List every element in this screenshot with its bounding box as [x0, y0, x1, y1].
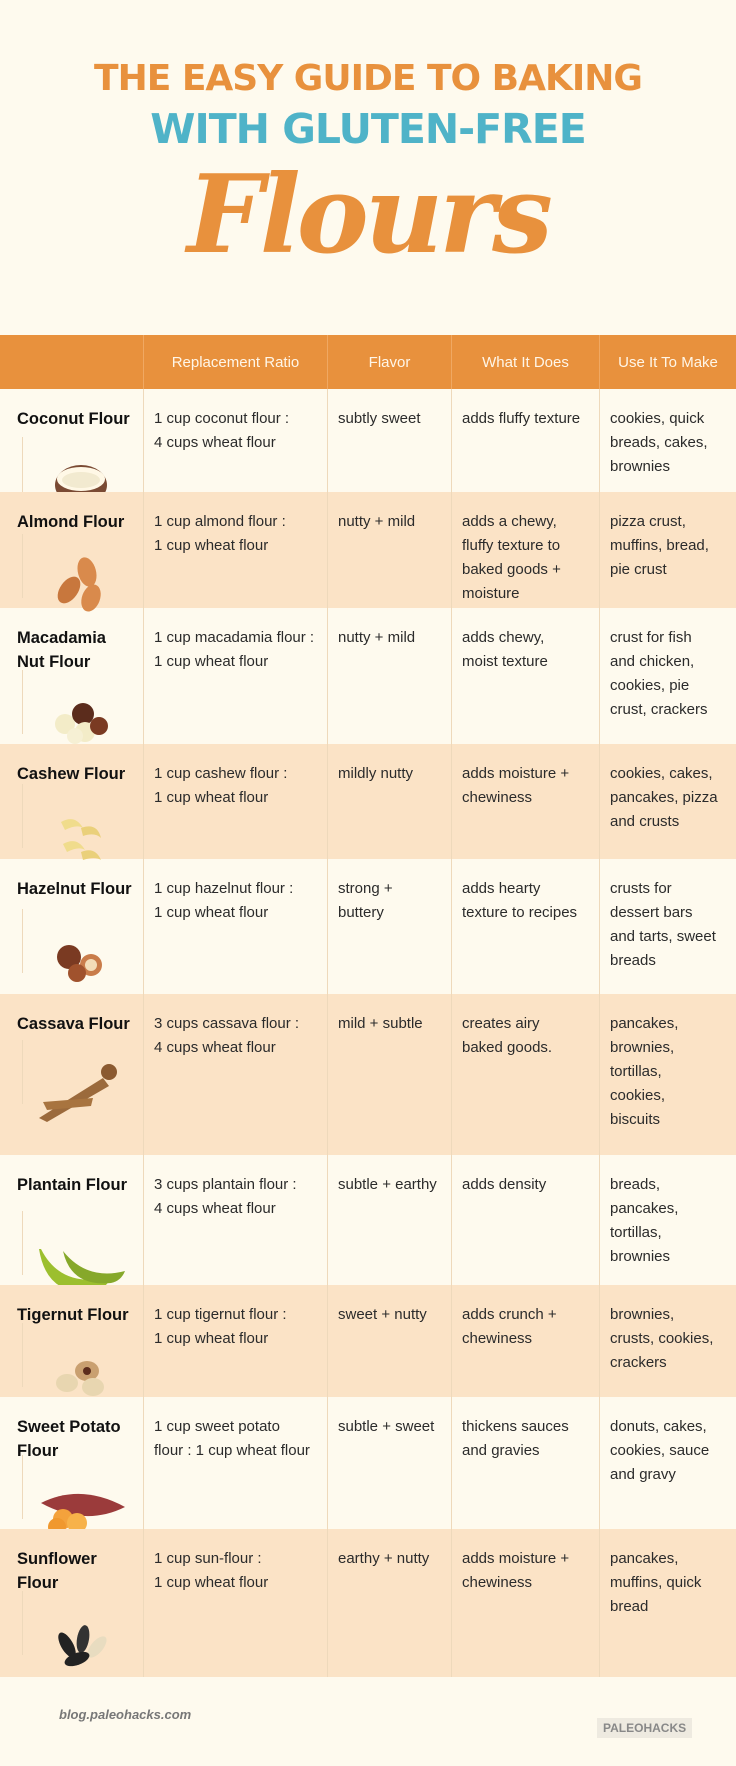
what-it-does: adds moisture + chewiness	[451, 744, 599, 859]
header-ratio: Replacement Ratio	[143, 335, 327, 389]
flour-name: Plantain Flour	[17, 1176, 128, 1194]
sunflower-seed-icon	[22, 1591, 118, 1655]
title-line-1: THE EASY GUIDE TO BAKING	[94, 58, 642, 99]
table-row	[0, 1285, 736, 1397]
flavor: subtle + sweet	[327, 1397, 451, 1529]
what-it-does: adds hearty texture to recipes	[451, 859, 599, 994]
flour-name: Cashew Flour	[17, 765, 126, 783]
replacement-ratio: 3 cups plantain flour : 4 cups wheat flour	[143, 1155, 327, 1285]
flavor: nutty + mild	[327, 608, 451, 744]
what-it-does: adds chewy, moist texture	[451, 608, 599, 744]
replacement-ratio: 1 cup sun-flour : 1 cup wheat flour	[143, 1529, 327, 1677]
use-it-to-make: crust for fish and chicken, cookies, pie crust, crackers	[599, 608, 736, 744]
tigernut-icon	[22, 1323, 118, 1387]
replacement-ratio: 1 cup coconut flour : 4 cups wheat flour	[143, 389, 327, 492]
hazelnut-icon	[22, 909, 118, 973]
table-header	[0, 335, 736, 389]
table-row	[0, 1529, 736, 1677]
flour-name: Cassava Flour	[17, 1015, 130, 1033]
flour-name: Tigernut Flour	[17, 1306, 129, 1324]
use-it-to-make: pizza crust, muffins, bread, pie crust	[599, 492, 736, 608]
flour-name: Sweet Potato Flour	[17, 1418, 121, 1460]
footer-url: blog.paleohacks.com	[59, 1707, 192, 1722]
flavor: mildly nutty	[327, 744, 451, 859]
use-it-to-make: donuts, cakes, cookies, sauce and gravy	[599, 1397, 736, 1529]
what-it-does: adds fluffy texture	[451, 389, 599, 492]
paleohacks-logo: PALEOHACKS	[597, 1718, 692, 1738]
flavor: earthy + nutty	[327, 1529, 451, 1677]
cashew-icon	[22, 784, 118, 848]
use-it-to-make: pancakes, muffins, quick bread	[599, 1529, 736, 1677]
almond-icon	[22, 534, 118, 598]
what-it-does: adds moisture + chewiness	[451, 1529, 599, 1677]
table-row	[0, 389, 736, 492]
replacement-ratio: 1 cup cashew flour : 1 cup wheat flour	[143, 744, 327, 859]
macadamia-icon	[22, 670, 118, 734]
what-it-does: adds a chewy, fluffy texture to baked goods + moisture	[451, 492, 599, 608]
flour-table	[0, 389, 736, 1677]
flour-name: Almond Flour	[17, 513, 125, 531]
flour-name: Coconut Flour	[17, 410, 130, 428]
flour-name: Macadamia Nut Flour	[17, 629, 106, 671]
table-row	[0, 859, 736, 994]
flavor: mild + subtle	[327, 994, 451, 1155]
what-it-does: adds density	[451, 1155, 599, 1285]
table-row	[0, 1155, 736, 1285]
flavor: strong + buttery	[327, 859, 451, 994]
title-script: Flours	[187, 152, 549, 278]
use-it-to-make: cookies, quick breads, cakes, brownies	[599, 389, 736, 492]
flavor: subtly sweet	[327, 389, 451, 492]
header-use-it-to-make: Use It To Make	[599, 335, 736, 389]
replacement-ratio: 1 cup macadamia flour : 1 cup wheat flour	[143, 608, 327, 744]
header-flavor: Flavor	[327, 335, 451, 389]
replacement-ratio: 1 cup hazelnut flour : 1 cup wheat flour	[143, 859, 327, 994]
use-it-to-make: cookies, cakes, pancakes, pizza and crusts	[599, 744, 736, 859]
cassava-icon	[22, 1040, 118, 1104]
flavor: sweet + nutty	[327, 1285, 451, 1397]
sweet-potato-icon	[22, 1455, 118, 1519]
what-it-does: thickens sauces and gravies	[451, 1397, 599, 1529]
table-row	[0, 994, 736, 1155]
replacement-ratio: 3 cups cassava flour : 4 cups wheat flour	[143, 994, 327, 1155]
use-it-to-make: brownies, crusts, cookies, crackers	[599, 1285, 736, 1397]
table-row	[0, 492, 736, 608]
flour-name: Sunflower Flour	[17, 1550, 97, 1592]
use-it-to-make: pancakes, brownies, tortillas, cookies, biscuits	[599, 994, 736, 1155]
what-it-does: adds crunch + chewiness	[451, 1285, 599, 1397]
header-blank	[0, 335, 143, 389]
use-it-to-make: breads, pancakes, tortillas, brownies	[599, 1155, 736, 1285]
table-row	[0, 608, 736, 744]
header-what-it-does: What It Does	[451, 335, 599, 389]
replacement-ratio: 1 cup almond flour : 1 cup wheat flour	[143, 492, 327, 608]
table-row	[0, 1397, 736, 1529]
table-row	[0, 744, 736, 859]
flavor: nutty + mild	[327, 492, 451, 608]
flavor: subtle + earthy	[327, 1155, 451, 1285]
replacement-ratio: 1 cup tigernut flour : 1 cup wheat flour	[143, 1285, 327, 1397]
replacement-ratio: 1 cup sweet potato flour : 1 cup wheat flour	[143, 1397, 327, 1529]
what-it-does: creates airy baked goods.	[451, 994, 599, 1155]
use-it-to-make: crusts for dessert bars and tarts, sweet breads	[599, 859, 736, 994]
plantain-icon	[22, 1211, 118, 1275]
title-line-2: WITH GLUTEN-FREE	[150, 105, 586, 153]
flour-name: Hazelnut Flour	[17, 880, 132, 898]
